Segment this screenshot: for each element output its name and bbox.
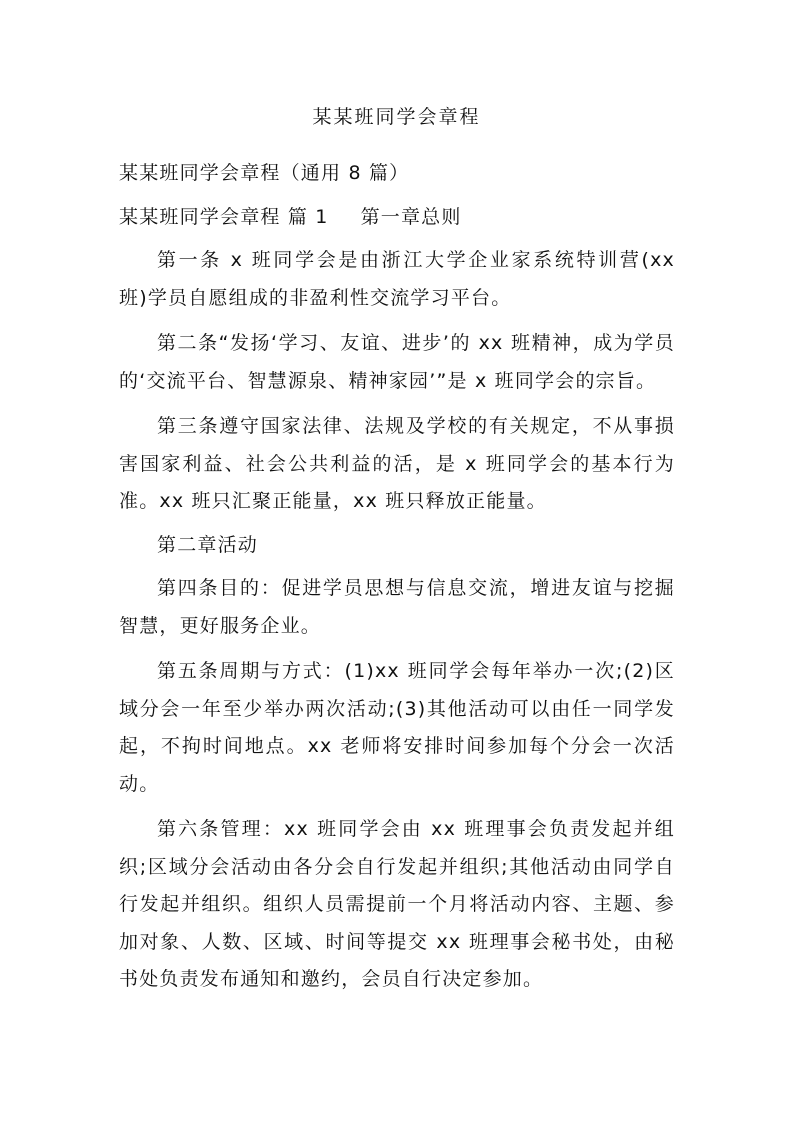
article-1: 第一条 x 班同学会是由浙江大学企业家系统特训营(xx 班)学员自愿组成的非盈利性交流学习平台。 [119,249,675,309]
chapter-heading-1: 第一章总则 [360,205,462,228]
article-4: 第四条目的：促进学员思想与信息交流，增进友谊与挖掘智慧，更好服务企业。 [119,577,675,637]
article-5: 第五条周期与方式：(1)xx 班同学会每年举办一次;(2)区域分会一年至少举办两次活动;(3)其他活动可以由任一同学发起，不拘时间地点。xx 老师将安排时间参加每个分会一次活动。 [119,660,675,795]
document-body [119,155,675,999]
article-2: 第二条“发扬‘学习、友谊、进步’的 xx 班精神，成为学员的‘交流平台、智慧源泉、精神家园’”是 x 班同学会的宗旨。 [119,332,675,392]
document-title: 某某班同学会章程 [312,106,481,128]
article-3: 第三条遵守国家法律、法规及学校的有关规定，不从事损害国家利益、社会公共利益的活，是 x 班同学会的基本行为准。xx 班只汇聚正能量，xx 班只释放正能量。 [119,415,675,512]
section-label: 某某班同学会章程 篇 1 [119,205,329,228]
document-subtitle: 某某班同学会章程（通用 8 篇） [119,162,410,184]
chapter-heading-2: 第二章活动 [157,533,259,556]
section-heading [119,199,675,237]
article-6: 第六条管理：xx 班同学会由 xx 班理事会负责发起并组织;区域分会活动由各分会自行发起并组织;其他活动由同学自行发起并组织。组织人员需提前一个月将活动内容、主题、参加对象、人数、区域、时间等提交 xx 班理事会秘书处，由秘书处负责发布通知和邀约，会员自行决定参加。 [119,818,675,990]
